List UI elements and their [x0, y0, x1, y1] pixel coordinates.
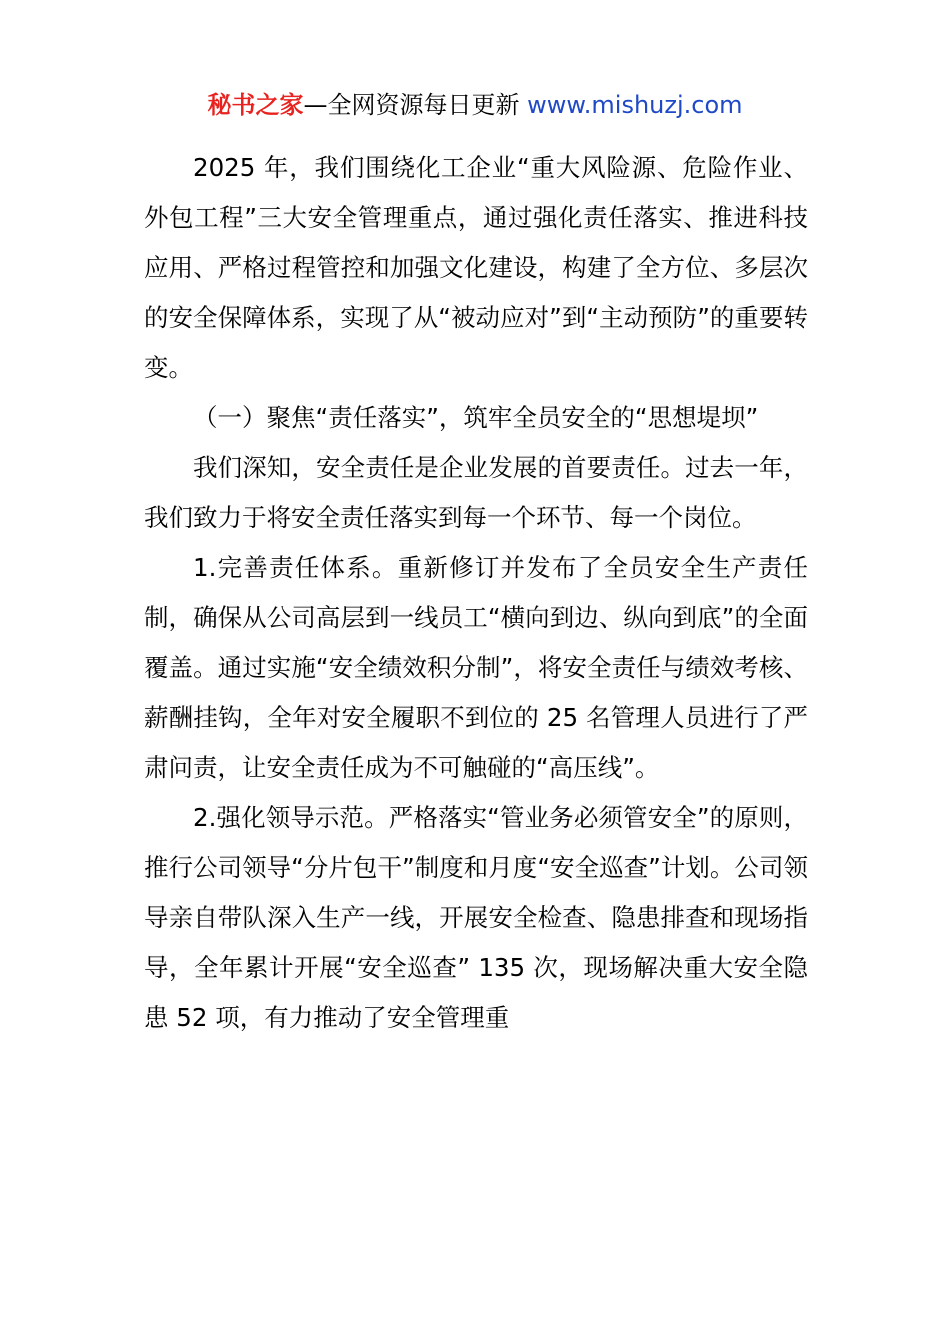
site-header — [0, 88, 950, 122]
item-2-paragraph: 2.强化领导示范。严格落实“管业务必须管安全”的原则，推行公司领导“分片包干”制度和月度“安全巡查”计划。公司领导亲自带队深入生产一线，开展安全检查、隐患排查和现场指导，全年累计开展“安全巡查” 135 次，现场解决重大安全隐患 52 项，有力推动了安全管理重 — [144, 803, 808, 1032]
intro-paragraph: 2025 年，我们围绕化工企业“重大风险源、危险作业、外包工程”三大安全管理重点，通过强化责任落实、推进科技应用、严格过程管控和加强文化建设，构建了全方位、多层次的安全保障体系，实现了从“被动应对”到“主动预防”的重要转变。 — [144, 153, 808, 382]
item-1-paragraph: 1.完善责任体系。重新修订并发布了全员安全生产责任制，确保从公司高层到一线员工“横向到边、纵向到底”的全面覆盖。通过实施“安全绩效积分制”，将安全责任与绩效考核、薪酬挂钩，全年对安全履职不到位的 25 名管理人员进行了严肃问责，让安全责任成为不可触碰的“高压线”。 — [144, 553, 808, 782]
section-heading: （一）聚焦“责任落实”，筑牢全员安全的“思想堤坝” — [193, 403, 759, 432]
site-brand: 秘书之家 — [207, 91, 304, 119]
site-url-link[interactable]: www.mishuzj.com — [527, 91, 743, 119]
section-intro-paragraph: 我们深知，安全责任是企业发展的首要责任。过去一年，我们致力于将安全责任落实到每一个环节、每一个岗位。 — [144, 453, 808, 532]
site-tagline: —全网资源每日更新 — [303, 91, 520, 119]
document-body — [144, 143, 808, 1043]
